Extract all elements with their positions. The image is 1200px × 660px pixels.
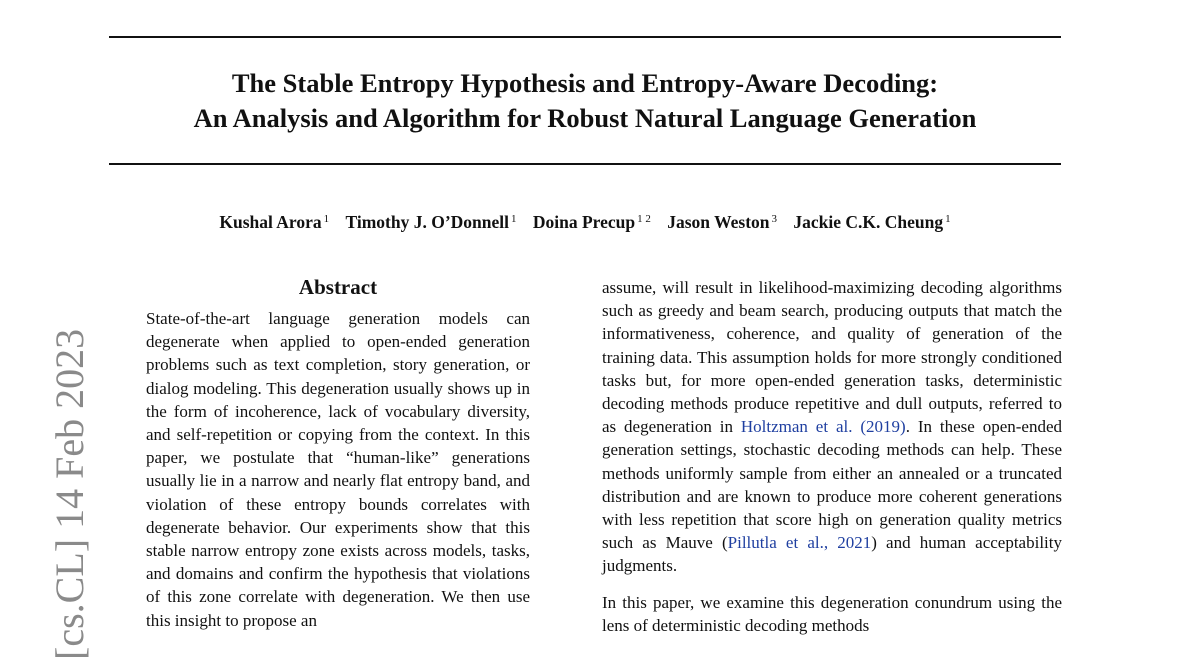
intro-text: assume, will result in likelihood-maximizing decoding algorithms such as greedy and beam search, producing outputs that match the informativeness, coherence, and quality of generation of the training data. This assumption holds for more strongly conditioned tasks but, for more open-ended generation tasks, deterministic decoding methods produce repetitive and dull outputs, referred to as degeneration in <box>602 278 1062 437</box>
author-list <box>109 207 1061 234</box>
author-affiliation: 1 <box>323 213 330 225</box>
title-top-rule <box>109 36 1061 38</box>
author <box>345 212 516 232</box>
citation-link-holtzman[interactable]: Holtzman et al. (2019) <box>740 417 906 437</box>
abstract-text: State-of-the-art language generation models can degenerate when applied to open-ended generation problems such as text completion, story generation, or dialog modeling. This degeneration usually shows up in the form of incoherence, lack of vocabulary diversity, and self-repetition or copying from the context. In this paper, we postulate that “human-like” generations usually lie in a narrow and nearly flat entropy band, and violation of these entropy bounds correlates with degenerate behavior. Our experiments show that this stable narrow entropy zone exists across models, tasks, and domains and confirm the hypothesis that violations of this zone correlate with degeneration. We then use this insight to propose an <box>146 309 530 630</box>
title-bottom-rule <box>109 163 1061 165</box>
author-name: Timothy J. O’Donnell <box>345 212 509 232</box>
paper-title <box>109 66 1061 136</box>
author <box>667 212 777 232</box>
author-name: Doina Precup <box>532 212 636 232</box>
intro-paragraph: In this paper, we examine this degeneration conundrum using the lens of deterministic decoding methods <box>602 592 1062 635</box>
abstract-body <box>146 307 530 632</box>
author-name: Jason Weston <box>667 212 770 232</box>
intro-column <box>602 276 1062 637</box>
author <box>219 212 329 232</box>
author <box>793 212 950 232</box>
citation-link-pillutla[interactable]: Pillutla et al., 2021 <box>727 533 872 553</box>
author-name: Kushal Arora <box>219 212 322 232</box>
abstract-heading: Abstract <box>298 275 378 299</box>
author-affiliation: 1 2 <box>637 213 651 225</box>
author-name: Jackie C.K. Cheung <box>793 212 944 232</box>
intro-paragraph <box>602 276 1062 578</box>
author-affiliation: 3 <box>771 213 778 225</box>
intro-text: ) and human acceptability judgments. <box>602 533 1062 576</box>
paper-title-line-2: An Analysis and Algorithm for Robust Natural Language Generation <box>193 103 977 133</box>
intro-text: . In these open-ended generation settings, stochastic decoding methods can help. These methods uniformly sample from either an annealed or a truncated distribution and are known to produce more coherent generations with less repetition that score high on generation quality metrics such as Mauve ( <box>602 417 1062 553</box>
paper-title-line-1: The Stable Entropy Hypothesis and Entropy-Aware Decoding: <box>231 68 939 98</box>
author-affiliation: 1 <box>945 213 951 225</box>
author-affiliation: 1 <box>511 213 517 225</box>
arxiv-identifier: [cs.CL] 14 Feb 2023 <box>47 328 92 660</box>
author <box>533 212 651 232</box>
